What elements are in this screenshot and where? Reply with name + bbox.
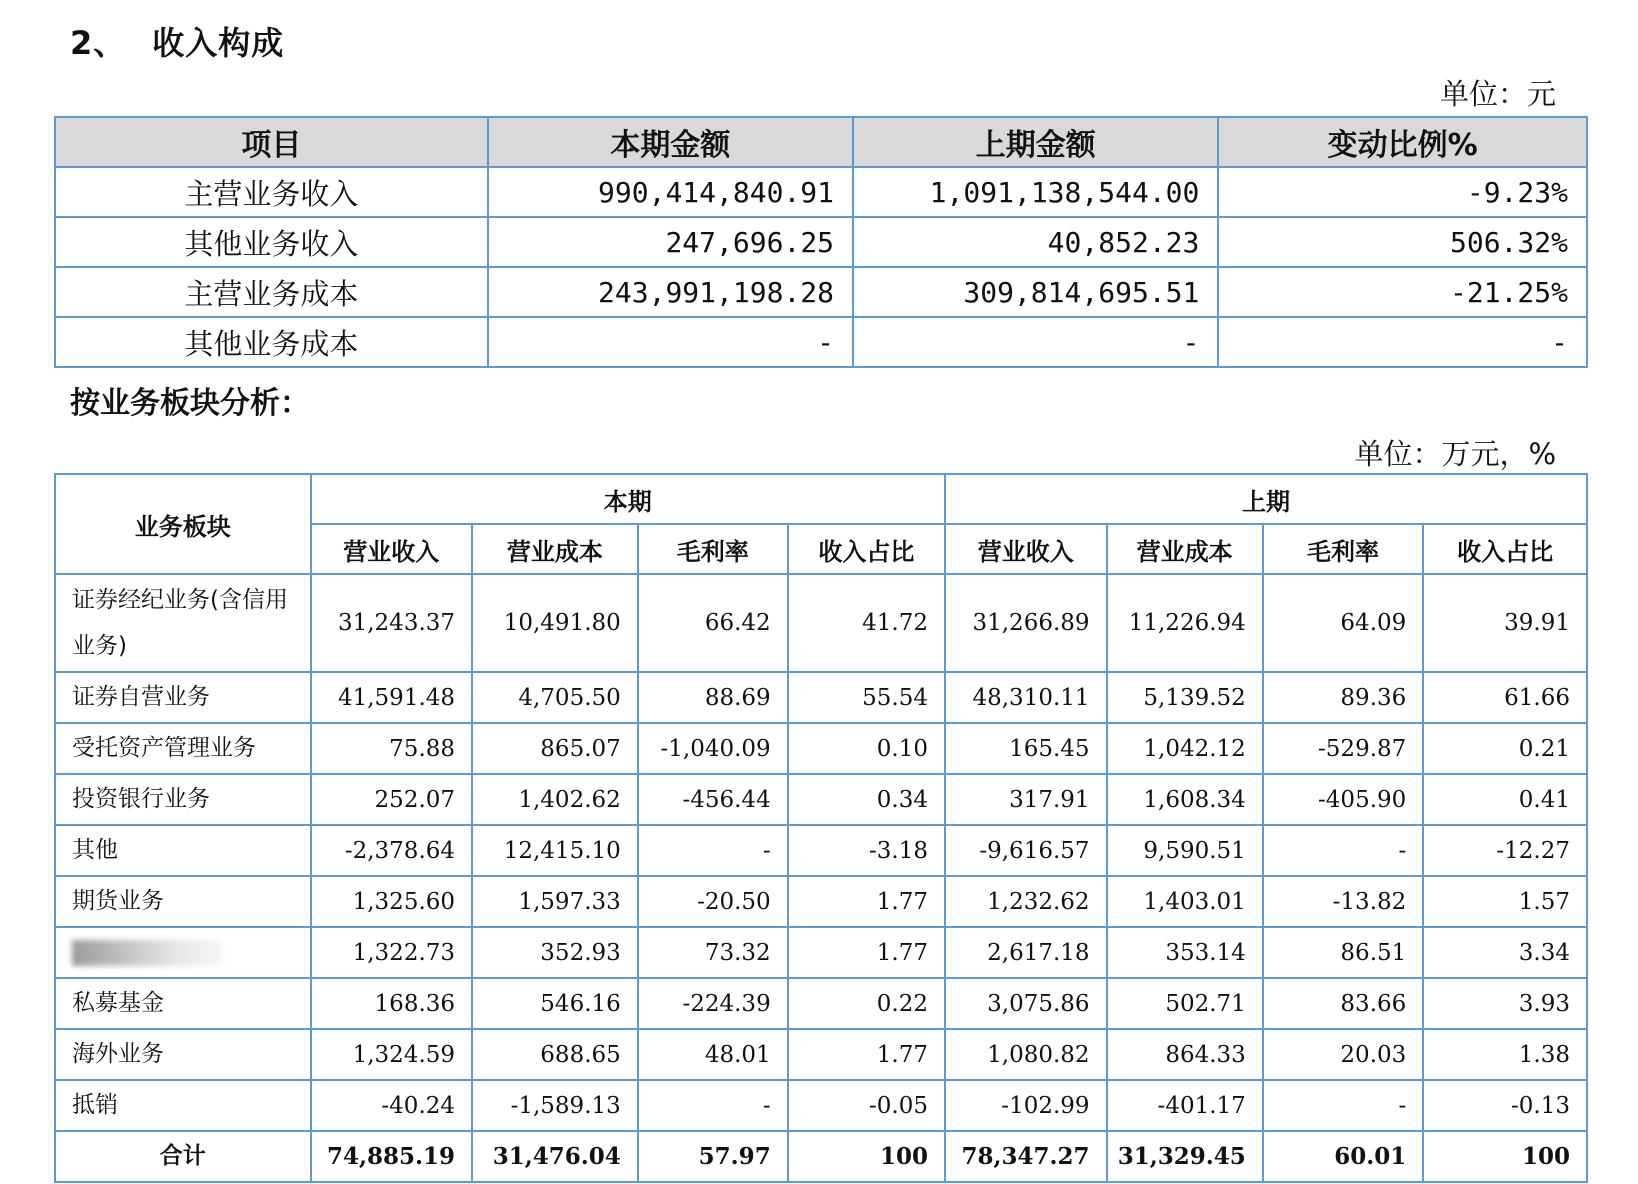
segment-label — [55, 927, 311, 978]
table-cell: 1,597.33 — [472, 876, 638, 927]
table-cell: 40,852.23 — [853, 217, 1218, 267]
table-cell: 3,075.86 — [945, 978, 1107, 1029]
row-label: 其他业务成本 — [55, 317, 488, 367]
table-cell: 688.65 — [472, 1029, 638, 1080]
table-cell: - — [638, 825, 788, 876]
table-cell: 3.93 — [1423, 978, 1587, 1029]
column-header: 项目 — [55, 117, 488, 167]
table-cell: - — [638, 1080, 788, 1131]
table-cell: 0.34 — [788, 774, 945, 825]
table-cell: 1,325.60 — [311, 876, 473, 927]
segment-label: 证券经纪业务(含信用业务) — [55, 574, 311, 672]
table-cell: 1,608.34 — [1107, 774, 1263, 825]
table-cell: 11,226.94 — [1107, 574, 1263, 672]
table-cell: 0.10 — [788, 723, 945, 774]
table-row — [55, 876, 1587, 927]
table-row — [55, 217, 1587, 267]
row-label: 其他业务收入 — [55, 217, 488, 267]
table-row — [55, 672, 1587, 723]
table-cell: 83.66 — [1263, 978, 1423, 1029]
segment-label: 其他 — [55, 825, 311, 876]
table-row — [55, 825, 1587, 876]
segment-label: 海外业务 — [55, 1029, 311, 1080]
table-cell: 88.69 — [638, 672, 788, 723]
section-number: 2、 — [70, 24, 127, 62]
table-cell: 41.72 — [788, 574, 945, 672]
column-header: 本期金额 — [488, 117, 853, 167]
table-cell: 66.42 — [638, 574, 788, 672]
table-cell: 48.01 — [638, 1029, 788, 1080]
table-cell: -40.24 — [311, 1080, 473, 1131]
unit-label-yuan: 单位：元 — [1439, 77, 1556, 111]
segment-label: 合计 — [55, 1131, 311, 1182]
table-cell: -20.50 — [638, 876, 788, 927]
table-cell: 506.32% — [1218, 217, 1587, 267]
table-cell: 74,885.19 — [311, 1131, 473, 1182]
table-cell: 64.09 — [1263, 574, 1423, 672]
table-cell: 48,310.11 — [945, 672, 1107, 723]
column-header: 上期金额 — [853, 117, 1218, 167]
table-row — [55, 267, 1587, 317]
row-label: 主营业务收入 — [55, 167, 488, 217]
table-cell: 75.88 — [311, 723, 473, 774]
table-cell: 1,402.62 — [472, 774, 638, 825]
column-header: 毛利率 — [1263, 524, 1423, 574]
table-cell: 1,091,138,544.00 — [853, 167, 1218, 217]
table-cell: 100 — [788, 1131, 945, 1182]
table-cell: 1,080.82 — [945, 1029, 1107, 1080]
table-row — [55, 723, 1587, 774]
table-cell: 2,617.18 — [945, 927, 1107, 978]
table-cell: 1.38 — [1423, 1029, 1587, 1080]
table-cell: 0.41 — [1423, 774, 1587, 825]
table-cell: 1.57 — [1423, 876, 1587, 927]
table-cell: 1,322.73 — [311, 927, 473, 978]
table-cell: 39.91 — [1423, 574, 1587, 672]
table-cell: 100 — [1423, 1131, 1587, 1182]
table-cell: 89.36 — [1263, 672, 1423, 723]
table-row — [55, 927, 1587, 978]
table-cell: -9,616.57 — [945, 825, 1107, 876]
redacted-segment-label — [72, 940, 222, 966]
table-cell: -0.05 — [788, 1080, 945, 1131]
table-cell: 61.66 — [1423, 672, 1587, 723]
table-cell: -13.82 — [1263, 876, 1423, 927]
table-row — [55, 167, 1587, 217]
column-header: 收入占比 — [788, 524, 945, 574]
column-header: 营业成本 — [472, 524, 638, 574]
table-cell: -1,040.09 — [638, 723, 788, 774]
table-cell: -456.44 — [638, 774, 788, 825]
column-header: 变动比例% — [1218, 117, 1587, 167]
segment-label: 证券自营业务 — [55, 672, 311, 723]
column-header: 营业成本 — [1107, 524, 1263, 574]
row-label: 主营业务成本 — [55, 267, 488, 317]
table-cell: - — [853, 317, 1218, 367]
table-cell: 252.07 — [311, 774, 473, 825]
table-cell: -0.13 — [1423, 1080, 1587, 1131]
table-cell: 317.91 — [945, 774, 1107, 825]
revenue-composition-table — [54, 116, 1588, 368]
column-header: 收入占比 — [1423, 524, 1587, 574]
table-cell: 78,347.27 — [945, 1131, 1107, 1182]
table-row — [55, 1080, 1587, 1131]
table-row — [55, 574, 1587, 672]
unit-label-wanyuan: 单位：万元，% — [1354, 437, 1556, 471]
table-cell: -1,589.13 — [472, 1080, 638, 1131]
table-cell: 86.51 — [1263, 927, 1423, 978]
column-header: 营业收入 — [945, 524, 1107, 574]
table-cell: 3.34 — [1423, 927, 1587, 978]
table-cell: -224.39 — [638, 978, 788, 1029]
table-cell: 1,042.12 — [1107, 723, 1263, 774]
table-cell: 865.07 — [472, 723, 638, 774]
table-cell: 9,590.51 — [1107, 825, 1263, 876]
table-cell: 168.36 — [311, 978, 473, 1029]
table-cell: 352.93 — [472, 927, 638, 978]
table-cell: 31,243.37 — [311, 574, 473, 672]
table-cell: 31,476.04 — [472, 1131, 638, 1182]
table-cell: 1.77 — [788, 1029, 945, 1080]
table-cell: - — [1263, 1080, 1423, 1131]
segment-label: 投资银行业务 — [55, 774, 311, 825]
table-cell: 247,696.25 — [488, 217, 853, 267]
table-cell: 990,414,840.91 — [488, 167, 853, 217]
current-period-header: 本期 — [311, 474, 946, 524]
table-cell: 243,991,198.28 — [488, 267, 853, 317]
table-cell: 1.77 — [788, 876, 945, 927]
table-cell: 57.97 — [638, 1131, 788, 1182]
table-cell: 41,591.48 — [311, 672, 473, 723]
table-cell: 165.45 — [945, 723, 1107, 774]
table-cell: -2,378.64 — [311, 825, 473, 876]
table-cell: -529.87 — [1263, 723, 1423, 774]
table-cell: 12,415.10 — [472, 825, 638, 876]
table-cell: -3.18 — [788, 825, 945, 876]
table-cell: -12.27 — [1423, 825, 1587, 876]
segment-analysis-heading: 按业务板块分析： — [70, 386, 310, 421]
segment-analysis-table — [54, 473, 1588, 1183]
column-header: 毛利率 — [638, 524, 788, 574]
table-cell: 73.32 — [638, 927, 788, 978]
table-cell: 5,139.52 — [1107, 672, 1263, 723]
table-cell: -405.90 — [1263, 774, 1423, 825]
segment-label: 受托资产管理业务 — [55, 723, 311, 774]
table-cell: 31,329.45 — [1107, 1131, 1263, 1182]
table-cell: - — [1263, 825, 1423, 876]
table-cell: 10,491.80 — [472, 574, 638, 672]
table-cell: -9.23% — [1218, 167, 1587, 217]
table-cell: 353.14 — [1107, 927, 1263, 978]
table-cell: 1.77 — [788, 927, 945, 978]
table-row — [55, 774, 1587, 825]
table-cell: -102.99 — [945, 1080, 1107, 1131]
table-header-row — [55, 474, 1587, 524]
table-cell: 0.21 — [1423, 723, 1587, 774]
table-cell: 1,403.01 — [1107, 876, 1263, 927]
section-title: 收入构成 — [152, 24, 285, 62]
table-cell: 502.71 — [1107, 978, 1263, 1029]
table-cell: 20.03 — [1263, 1029, 1423, 1080]
table-row — [55, 978, 1587, 1029]
table-cell: 546.16 — [472, 978, 638, 1029]
table-cell: 0.22 — [788, 978, 945, 1029]
segment-label: 私募基金 — [55, 978, 311, 1029]
table-cell: - — [1218, 317, 1587, 367]
previous-period-header: 上期 — [945, 474, 1587, 524]
total-row — [55, 1131, 1587, 1182]
table-cell: 60.01 — [1263, 1131, 1423, 1182]
table-cell: -401.17 — [1107, 1080, 1263, 1131]
segment-label: 期货业务 — [55, 876, 311, 927]
table-cell: 1,324.59 — [311, 1029, 473, 1080]
segment-header: 业务板块 — [55, 474, 311, 574]
segment-label: 抵销 — [55, 1080, 311, 1131]
table-row — [55, 1029, 1587, 1080]
section-heading — [70, 18, 284, 64]
table-cell: 1,232.62 — [945, 876, 1107, 927]
table-cell: -21.25% — [1218, 267, 1587, 317]
table-cell: 31,266.89 — [945, 574, 1107, 672]
column-header: 营业收入 — [311, 524, 473, 574]
table-cell: 4,705.50 — [472, 672, 638, 723]
table-cell: - — [488, 317, 853, 367]
table-cell: 864.33 — [1107, 1029, 1263, 1080]
table-header-row — [55, 117, 1587, 167]
table-row — [55, 317, 1587, 367]
table-cell: 309,814,695.51 — [853, 267, 1218, 317]
table-cell: 55.54 — [788, 672, 945, 723]
